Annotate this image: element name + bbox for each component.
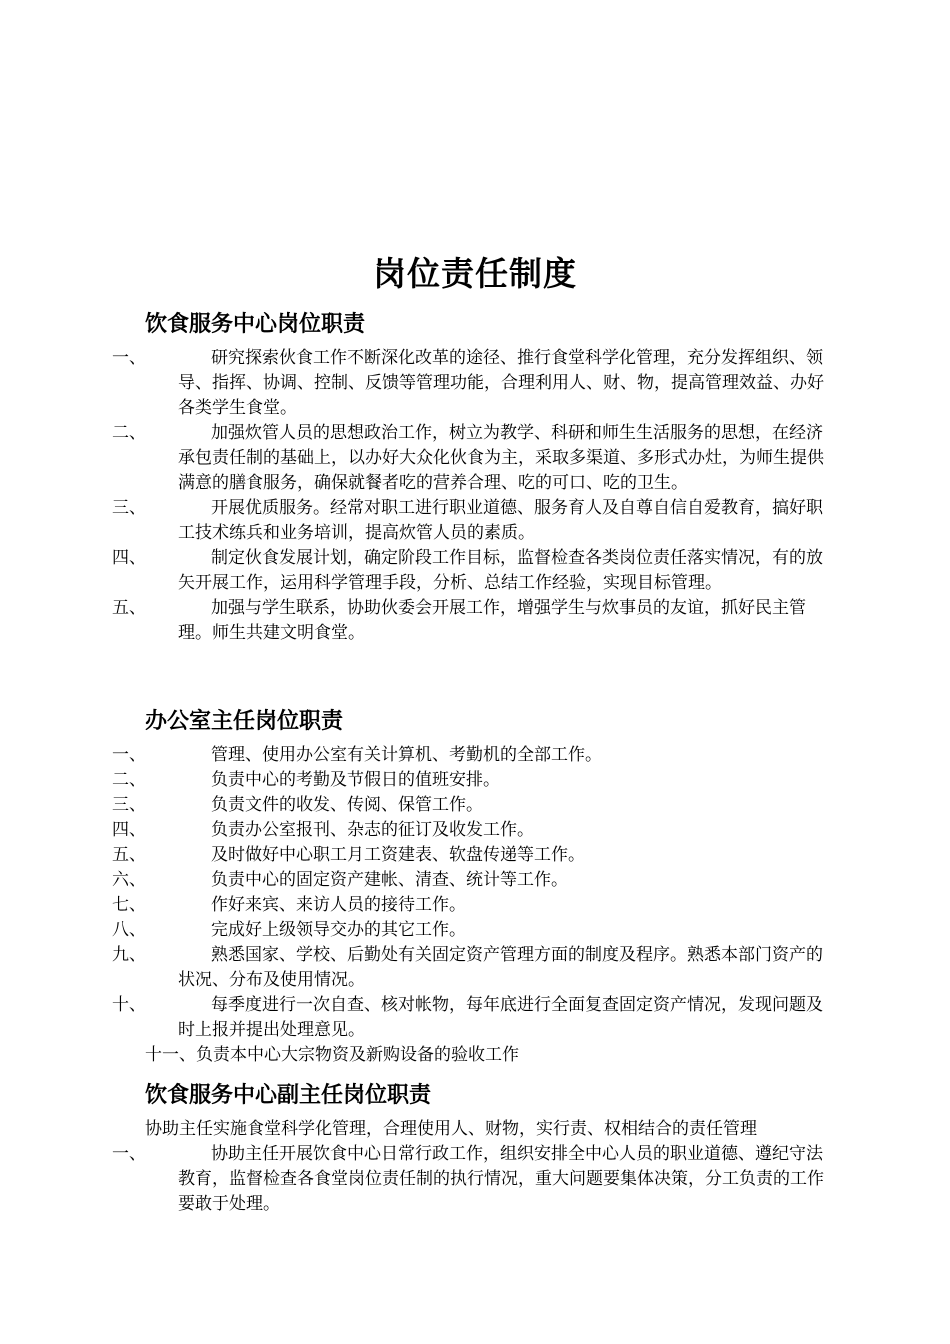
list-item	[112, 1142, 825, 1217]
list-item	[112, 546, 825, 596]
section-canteen-center-duties	[112, 310, 825, 646]
item-number: 十一、	[145, 1045, 196, 1065]
item-number: 一、	[112, 745, 146, 765]
item-text: 协助主任开展饮食中心日常行政工作，组织安排全中心人员的职业道德、遵纪守法教育，监督检查各食堂岗位责任制的执行情况，重大问题要集体决策，分工负责的工作要敢于处理。	[178, 1144, 824, 1214]
list-item	[112, 793, 825, 818]
list-item	[112, 843, 825, 868]
item-number: 五、	[112, 598, 146, 618]
item-number: 二、	[112, 770, 146, 790]
section-heading: 饮食服务中心岗位职责	[145, 312, 366, 337]
list-item	[112, 768, 825, 793]
item-text: 负责中心的考勤及节假日的值班安排。	[211, 770, 500, 790]
item-text: 管理、使用办公室有关计算机、考勤机的全部工作。	[211, 745, 602, 765]
item-text: 加强与学生联系，协助伙委会开展工作，增强学生与炊事员的友谊，抓好民主管理。师生共建文明食堂。	[178, 598, 806, 643]
item-number: 七、	[112, 895, 146, 915]
item-number: 十、	[112, 995, 146, 1015]
list-item	[145, 1043, 825, 1068]
item-text: 作好来宾、来访人员的接待工作。	[211, 895, 466, 915]
item-number: 八、	[112, 920, 146, 940]
item-text: 每季度进行一次自查、核对帐物，每年底进行全面复查固定资产情况，发现问题及时上报并提出处理意见。	[178, 995, 823, 1040]
item-number: 五、	[112, 845, 146, 865]
item-text: 熟悉国家、学校、后勤处有关固定资产管理方面的制度及程序。熟悉本部门资产的状况、分布及使用情况。	[178, 945, 823, 990]
list-item	[112, 893, 825, 918]
list-item	[112, 918, 825, 943]
item-text: 制定伙食发展计划，确定阶段工作目标，监督检查各类岗位责任落实情况，有的放矢开展工作，运用科学管理手段，分析、总结工作经验，实现目标管理。	[178, 548, 823, 593]
section-heading: 办公室主任岗位职责	[145, 709, 344, 734]
item-text: 加强炊管人员的思想政治工作，树立为教学、科研和师生生活服务的思想，在经济承包责任制的基础上，以办好大众化伙食为主，采取多渠道、多形式办灶，为师生提供满意的膳食服务，确保就餐者吃的营养合理、吃的可口、吃的卫生。	[178, 423, 824, 493]
item-number: 三、	[112, 498, 146, 518]
item-number: 三、	[112, 795, 146, 815]
section-office-director-duties	[112, 707, 825, 1068]
list-item	[112, 496, 825, 546]
item-number: 九、	[112, 945, 146, 965]
item-text: 负责办公室报刊、杂志的征订及收发工作。	[211, 820, 534, 840]
section-intro: 协助主任实施食堂科学化管理，合理使用人、财物，实行责、权相结合的责任管理	[145, 1119, 757, 1139]
list-item	[112, 743, 825, 768]
item-text: 及时做好中心职工月工资建表、软盘传递等工作。	[211, 845, 585, 865]
list-item	[112, 818, 825, 843]
item-text: 完成好上级领导交办的其它工作。	[211, 920, 466, 940]
item-text: 负责中心的固定资产建帐、清查、统计等工作。	[211, 870, 568, 890]
section-deputy-director-duties	[112, 1081, 825, 1217]
list-item	[112, 993, 825, 1043]
list-item	[112, 421, 825, 496]
item-text: 开展优质服务。经常对职工进行职业道德、服务育人及自尊自信自爱教育，搞好职工技术练兵和业务培训，提高炊管人员的素质。	[178, 498, 823, 543]
list-item	[112, 868, 825, 893]
list-item	[112, 943, 825, 993]
item-number: 二、	[112, 423, 146, 443]
item-number: 一、	[112, 1144, 146, 1164]
item-text: 研究探索伙食工作不断深化改革的途径、推行食堂科学化管理，充分发挥组织、领导、指挥、协调、控制、反馈等管理功能，合理利用人、财、物，提高管理效益、办好各类学生食堂。	[178, 348, 824, 418]
item-number: 六、	[112, 870, 146, 890]
section-heading: 饮食服务中心副主任岗位职责	[145, 1083, 432, 1108]
list-item	[112, 596, 825, 646]
item-text: 负责本中心大宗物资及新购设备的验收工作	[196, 1045, 519, 1065]
list-item	[112, 346, 825, 421]
item-text: 负责文件的收发、传阅、保管工作。	[211, 795, 483, 815]
item-number: 一、	[112, 348, 146, 368]
item-number: 四、	[112, 820, 146, 840]
item-number: 四、	[112, 548, 146, 568]
document-title: 岗位责任制度	[373, 254, 577, 293]
